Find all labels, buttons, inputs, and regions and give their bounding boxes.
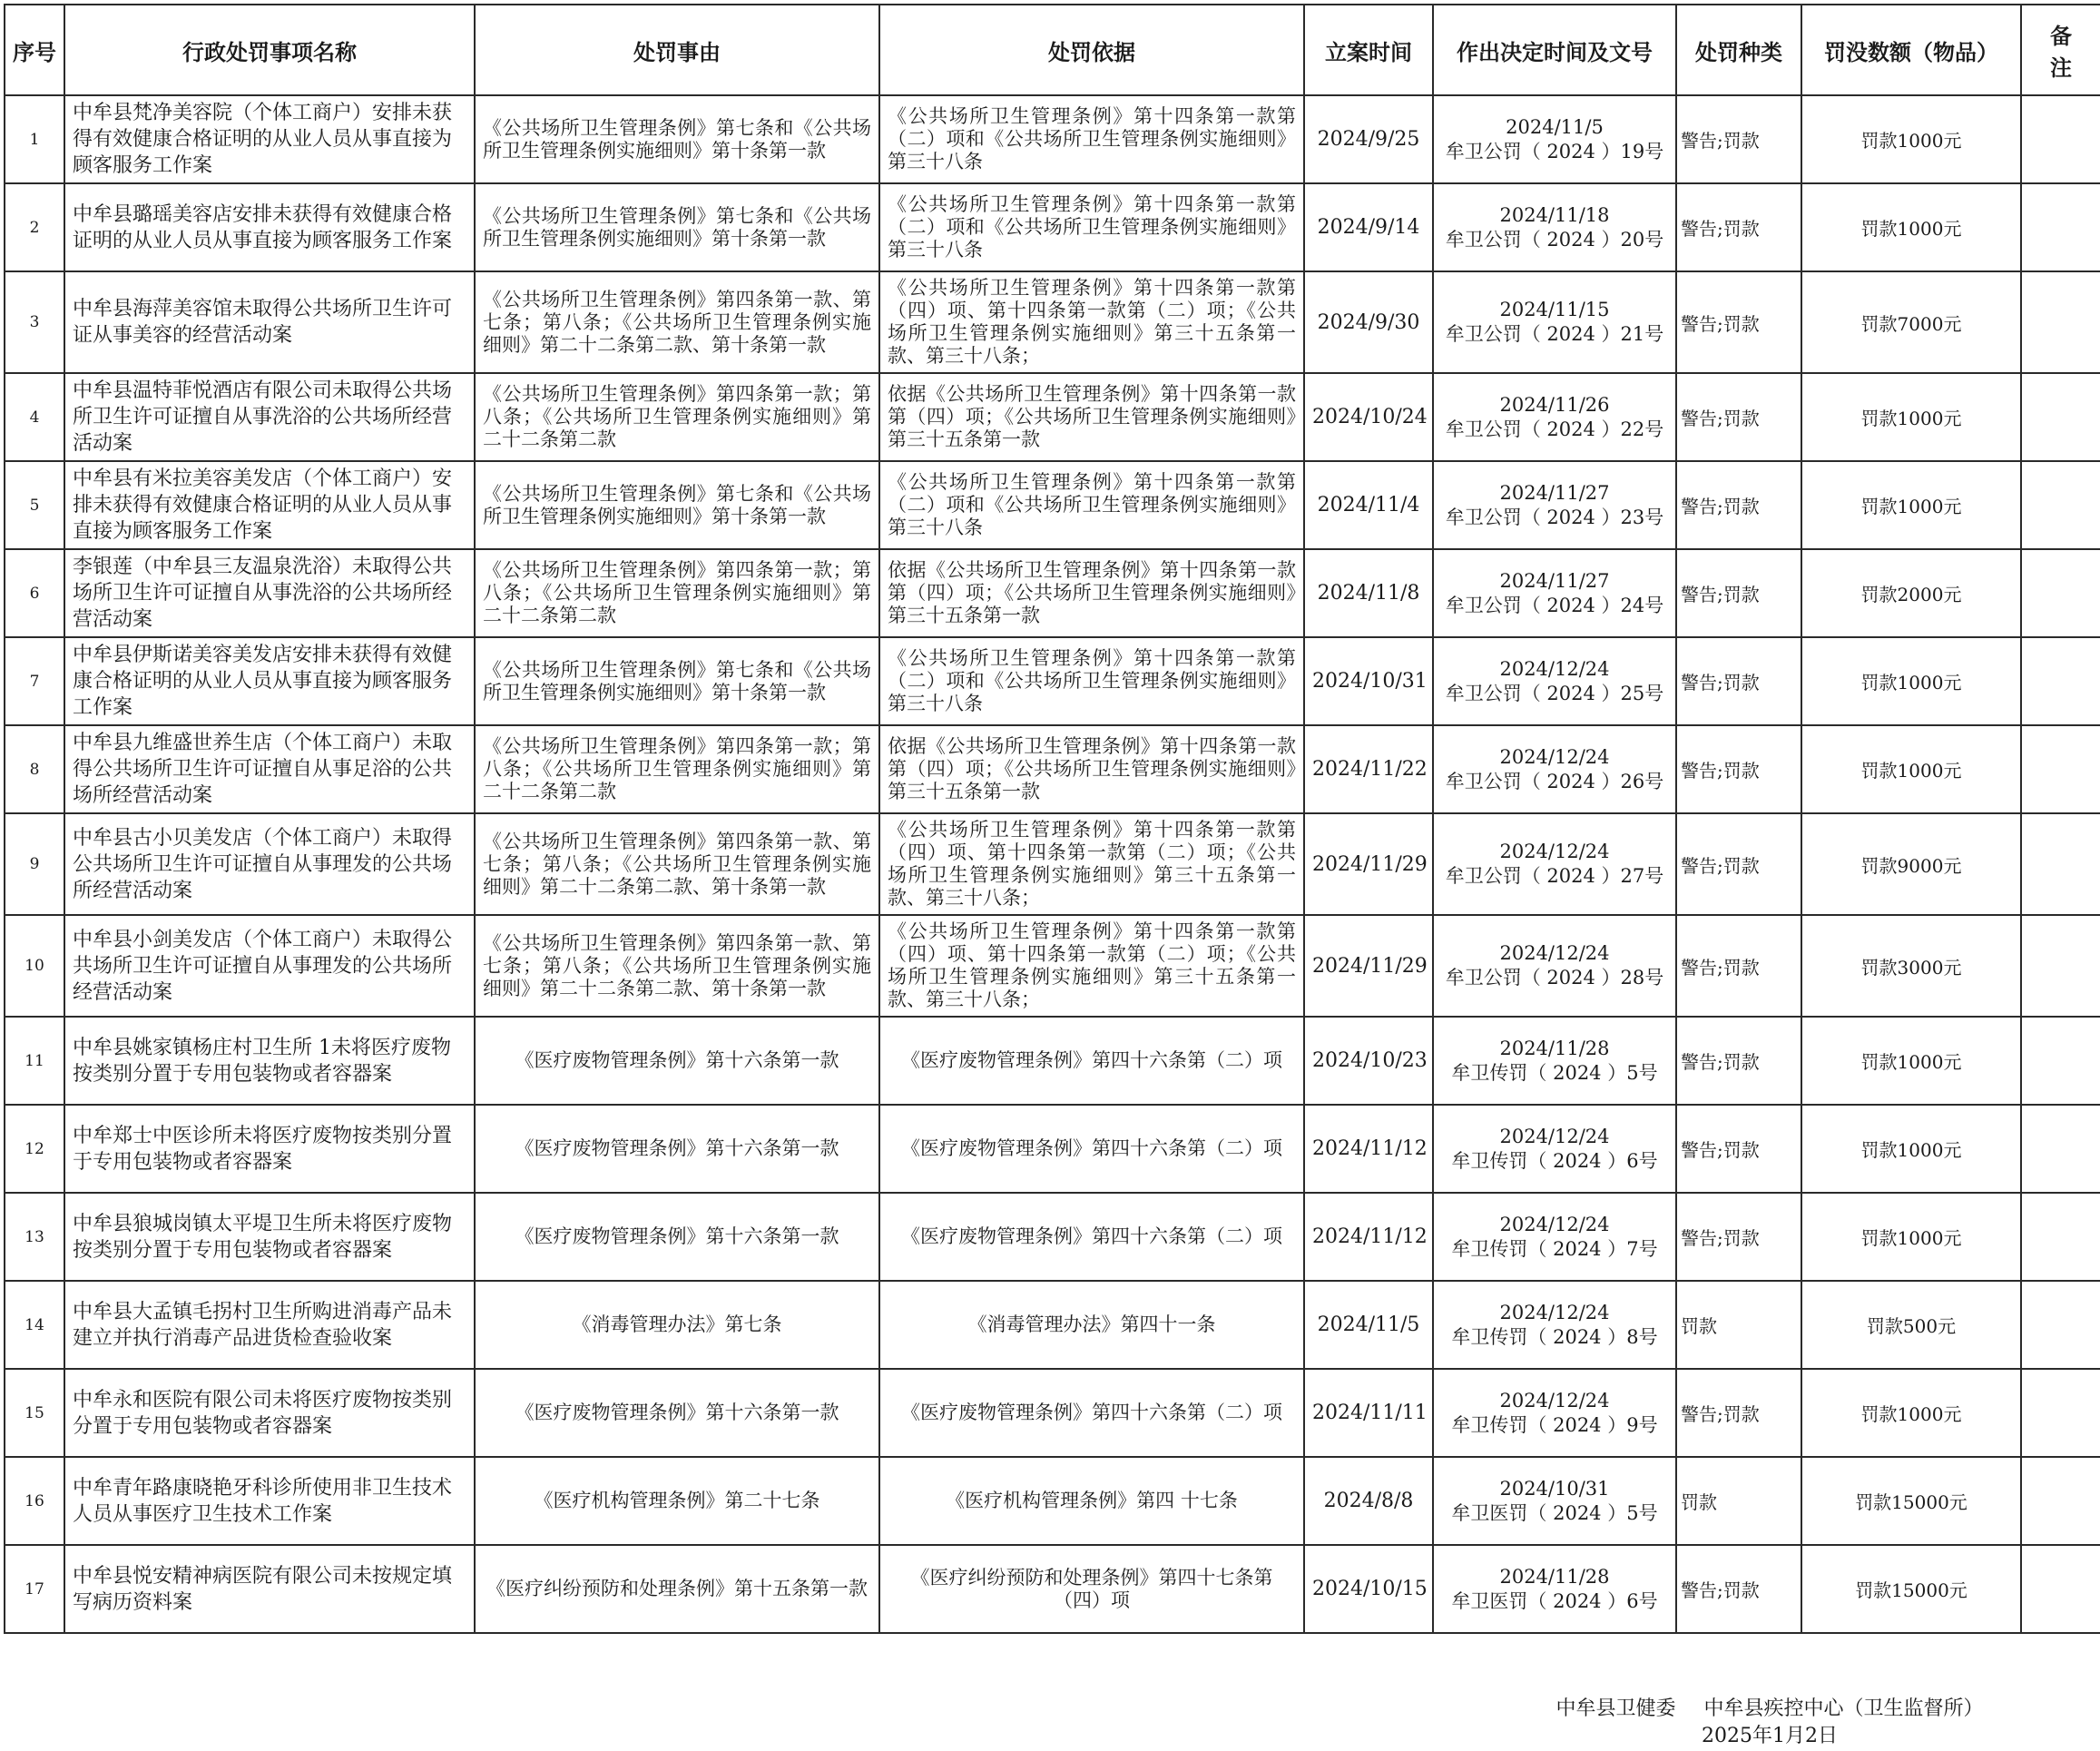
row-filed-date: 2024/11/11 bbox=[1304, 1369, 1433, 1457]
footer-orgs bbox=[1534, 1696, 2006, 1723]
row-reason: 《医疗纠纷预防和处理条例》第十五条第一款 bbox=[475, 1545, 879, 1633]
row-penalty-type: 罚款 bbox=[1676, 1457, 1801, 1545]
row-case-name: 中牟县海萍美容馆未取得公共场所卫生许可证从事美容的经营活动案 bbox=[64, 271, 475, 373]
table-row bbox=[5, 1369, 2100, 1457]
row-penalty-type: 警告;罚款 bbox=[1676, 813, 1801, 915]
row-remark bbox=[2021, 1369, 2100, 1457]
row-filed-date: 2024/10/24 bbox=[1304, 373, 1433, 461]
row-penalty-type: 警告;罚款 bbox=[1676, 637, 1801, 725]
row-case-name: 中牟县温特菲悦酒店有限公司未取得公共场所卫生许可证擅自从事洗浴的公共场所经营活动案 bbox=[64, 373, 475, 461]
penalty-table-sheet bbox=[4, 4, 2100, 1634]
row-filed-date: 2024/11/12 bbox=[1304, 1193, 1433, 1281]
row-filed-date: 2024/11/29 bbox=[1304, 915, 1433, 1017]
row-decision bbox=[1433, 183, 1676, 271]
row-remark bbox=[2021, 95, 2100, 183]
row-penalty-type: 警告;罚款 bbox=[1676, 95, 1801, 183]
row-decision-date: 2024/10/31 bbox=[1499, 1477, 1610, 1500]
row-decision-number: 牟卫医罚（ 2024 ）5号 bbox=[1451, 1501, 1658, 1524]
row-penalty-type: 警告;罚款 bbox=[1676, 1193, 1801, 1281]
table-row bbox=[5, 271, 2100, 373]
row-penalty-type: 警告;罚款 bbox=[1676, 271, 1801, 373]
row-basis: 《医疗废物管理条例》第四十六条第（二）项 bbox=[879, 1105, 1304, 1193]
row-remark bbox=[2021, 813, 2100, 915]
row-basis: 依据《公共场所卫生管理条例》第十四条第一款第（四）项；《公共场所卫生管理条例实施细则》第三十五条第一款 bbox=[879, 549, 1304, 637]
row-filed-date: 2024/9/14 bbox=[1304, 183, 1433, 271]
row-decision bbox=[1433, 1193, 1676, 1281]
row-no: 12 bbox=[5, 1105, 64, 1193]
row-amount: 罚款1000元 bbox=[1801, 183, 2021, 271]
row-remark bbox=[2021, 1193, 2100, 1281]
row-decision bbox=[1433, 915, 1676, 1017]
row-reason: 《医疗废物管理条例》第十六条第一款 bbox=[475, 1017, 879, 1105]
row-basis: 《医疗废物管理条例》第四十六条第（二）项 bbox=[879, 1017, 1304, 1105]
table-row bbox=[5, 725, 2100, 813]
row-basis: 《公共场所卫生管理条例》第十四条第一款第（四）项、第十四条第一款第（二）项；《公共场所卫生管理条例实施细则》第三十五条第一款、第三十八条； bbox=[879, 915, 1304, 1017]
row-decision-number: 牟卫公罚（ 2024 ）28号 bbox=[1445, 967, 1664, 989]
row-decision bbox=[1433, 271, 1676, 373]
row-case-name: 中牟县小剑美发店（个体工商户）未取得公共场所卫生许可证擅自从事理发的公共场所经营活动案 bbox=[64, 915, 475, 1017]
row-filed-date: 2024/11/4 bbox=[1304, 461, 1433, 549]
row-reason: 《公共场所卫生管理条例》第四条第一款；第八条；《公共场所卫生管理条例实施细则》第二十二条第二款 bbox=[475, 725, 879, 813]
row-decision-number: 牟卫传罚（ 2024 ）6号 bbox=[1451, 1149, 1658, 1172]
footer-org-health-commission: 中牟县卫健委 bbox=[1555, 1697, 1676, 1720]
row-decision-date: 2024/11/15 bbox=[1499, 299, 1610, 320]
row-decision-date: 2024/12/24 bbox=[1499, 1213, 1610, 1235]
row-decision-number: 牟卫传罚（ 2024 ）5号 bbox=[1451, 1061, 1658, 1084]
row-remark bbox=[2021, 461, 2100, 549]
row-basis: 《公共场所卫生管理条例》第十四条第一款第（二）项和《公共场所卫生管理条例实施细则》第三十八条 bbox=[879, 637, 1304, 725]
table-row bbox=[5, 461, 2100, 549]
row-decision-number: 牟卫公罚（ 2024 ）23号 bbox=[1445, 506, 1664, 528]
header-filed: 立案时间 bbox=[1304, 5, 1433, 95]
row-decision-number: 牟卫公罚（ 2024 ）21号 bbox=[1445, 323, 1664, 345]
row-basis: 《公共场所卫生管理条例》第十四条第一款第（四）项、第十四条第一款第（二）项；《公共场所卫生管理条例实施细则》第三十五条第一款、第三十八条； bbox=[879, 271, 1304, 373]
row-no: 4 bbox=[5, 373, 64, 461]
row-decision-number: 牟卫公罚（ 2024 ）27号 bbox=[1445, 865, 1664, 887]
row-filed-date: 2024/9/25 bbox=[1304, 95, 1433, 183]
row-decision bbox=[1433, 461, 1676, 549]
row-reason: 《公共场所卫生管理条例》第四条第一款；第八条；《公共场所卫生管理条例实施细则》第二十二条第二款 bbox=[475, 549, 879, 637]
table-row bbox=[5, 549, 2100, 637]
row-decision-date: 2024/11/27 bbox=[1499, 481, 1610, 504]
row-reason: 《公共场所卫生管理条例》第四条第一款；第八条；《公共场所卫生管理条例实施细则》第二十二条第二款 bbox=[475, 373, 879, 461]
row-amount: 罚款1000元 bbox=[1801, 1105, 2021, 1193]
row-no: 15 bbox=[5, 1369, 64, 1457]
header-decision: 作出决定时间及文号 bbox=[1433, 5, 1676, 95]
row-penalty-type: 警告;罚款 bbox=[1676, 461, 1801, 549]
row-case-name: 李银莲（中牟县三友温泉洗浴）未取得公共场所卫生许可证擅自从事洗浴的公共场所经营活动案 bbox=[64, 549, 475, 637]
row-filed-date: 2024/8/8 bbox=[1304, 1457, 1433, 1545]
row-penalty-type: 警告;罚款 bbox=[1676, 373, 1801, 461]
row-amount: 罚款9000元 bbox=[1801, 813, 2021, 915]
table-row bbox=[5, 1017, 2100, 1105]
row-decision bbox=[1433, 725, 1676, 813]
row-reason: 《公共场所卫生管理条例》第四条第一款、第七条；第八条；《公共场所卫生管理条例实施细则》第二十二条第二款、第十条第一款 bbox=[475, 271, 879, 373]
table-row bbox=[5, 813, 2100, 915]
row-no: 7 bbox=[5, 637, 64, 725]
row-no: 8 bbox=[5, 725, 64, 813]
row-basis: 《消毒管理办法》第四十一条 bbox=[879, 1281, 1304, 1369]
row-reason: 《公共场所卫生管理条例》第七条和《公共场所卫生管理条例实施细则》第十条第一款 bbox=[475, 95, 879, 183]
row-remark bbox=[2021, 1281, 2100, 1369]
row-decision-number: 牟卫传罚（ 2024 ）9号 bbox=[1451, 1413, 1658, 1436]
table-row bbox=[5, 915, 2100, 1017]
footer-org-cdc: 中牟县疾控中心（卫生监督所） bbox=[1703, 1697, 1984, 1720]
row-filed-date: 2024/11/22 bbox=[1304, 725, 1433, 813]
row-decision bbox=[1433, 95, 1676, 183]
footer bbox=[1534, 1696, 2006, 1750]
row-amount: 罚款15000元 bbox=[1801, 1545, 2021, 1633]
row-case-name: 中牟永和医院有限公司未将医疗废物按类别分置于专用包装物或者容器案 bbox=[64, 1369, 475, 1457]
row-decision-date: 2024/12/24 bbox=[1499, 1389, 1610, 1412]
row-penalty-type: 警告;罚款 bbox=[1676, 1017, 1801, 1105]
row-reason: 《公共场所卫生管理条例》第四条第一款、第七条；第八条；《公共场所卫生管理条例实施细则》第二十二条第二款、第十条第一款 bbox=[475, 915, 879, 1017]
row-filed-date: 2024/10/31 bbox=[1304, 637, 1433, 725]
row-penalty-type: 警告;罚款 bbox=[1676, 1369, 1801, 1457]
row-decision-date: 2024/12/24 bbox=[1499, 657, 1610, 680]
row-decision bbox=[1433, 373, 1676, 461]
row-amount: 罚款7000元 bbox=[1801, 271, 2021, 373]
row-decision-date: 2024/11/27 bbox=[1499, 569, 1610, 592]
row-decision-number: 牟卫公罚（ 2024 ）24号 bbox=[1445, 594, 1664, 616]
row-amount: 罚款3000元 bbox=[1801, 915, 2021, 1017]
row-penalty-type: 罚款 bbox=[1676, 1281, 1801, 1369]
row-no: 2 bbox=[5, 183, 64, 271]
row-reason: 《医疗机构管理条例》第二十七条 bbox=[475, 1457, 879, 1545]
row-amount: 罚款1000元 bbox=[1801, 461, 2021, 549]
row-no: 14 bbox=[5, 1281, 64, 1369]
row-decision-date: 2024/12/24 bbox=[1499, 841, 1610, 862]
table-body bbox=[5, 95, 2100, 1633]
row-filed-date: 2024/10/15 bbox=[1304, 1545, 1433, 1633]
row-filed-date: 2024/9/30 bbox=[1304, 271, 1433, 373]
row-basis: 《公共场所卫生管理条例》第十四条第一款第（二）项和《公共场所卫生管理条例实施细则》第三十八条 bbox=[879, 461, 1304, 549]
row-decision bbox=[1433, 1457, 1676, 1545]
row-no: 5 bbox=[5, 461, 64, 549]
row-no: 13 bbox=[5, 1193, 64, 1281]
row-no: 16 bbox=[5, 1457, 64, 1545]
row-decision-date: 2024/12/24 bbox=[1499, 745, 1610, 768]
row-decision bbox=[1433, 1017, 1676, 1105]
row-penalty-type: 警告;罚款 bbox=[1676, 1105, 1801, 1193]
row-case-name: 中牟县伊斯诺美容美发店安排未获得有效健康合格证明的从业人员从事直接为顾客服务工作案 bbox=[64, 637, 475, 725]
row-remark bbox=[2021, 725, 2100, 813]
row-decision-number: 牟卫公罚（ 2024 ）22号 bbox=[1445, 418, 1664, 440]
row-basis: 《公共场所卫生管理条例》第十四条第一款第（四）项、第十四条第一款第（二）项；《公共场所卫生管理条例实施细则》第三十五条第一款、第三十八条； bbox=[879, 813, 1304, 915]
row-filed-date: 2024/11/5 bbox=[1304, 1281, 1433, 1369]
row-reason: 《公共场所卫生管理条例》第四条第一款、第七条；第八条；《公共场所卫生管理条例实施细则》第二十二条第二款、第十条第一款 bbox=[475, 813, 879, 915]
row-decision-number: 牟卫医罚（ 2024 ）6号 bbox=[1451, 1589, 1658, 1612]
row-case-name: 中牟县大孟镇毛拐村卫生所购进消毒产品未建立并执行消毒产品进货检查验收案 bbox=[64, 1281, 475, 1369]
row-decision-date: 2024/11/28 bbox=[1499, 1037, 1610, 1059]
table-row bbox=[5, 1545, 2100, 1633]
header-name: 行政处罚事项名称 bbox=[64, 5, 475, 95]
row-case-name: 中牟县梵净美容院（个体工商户）安排未获得有效健康合格证明的从业人员从事直接为顾客服务工作案 bbox=[64, 95, 475, 183]
row-decision-number: 牟卫公罚（ 2024 ）20号 bbox=[1445, 228, 1664, 251]
row-no: 11 bbox=[5, 1017, 64, 1105]
row-case-name: 中牟县璐瑶美容店安排未获得有效健康合格证明的从业人员从事直接为顾客服务工作案 bbox=[64, 183, 475, 271]
row-case-name: 中牟县有米拉美容美发店（个体工商户）安排未获得有效健康合格证明的从业人员从事直接为顾客服务工作案 bbox=[64, 461, 475, 549]
header-remark: 备 注 bbox=[2021, 5, 2100, 95]
row-decision-number: 牟卫传罚（ 2024 ）7号 bbox=[1451, 1237, 1658, 1260]
row-reason: 《公共场所卫生管理条例》第七条和《公共场所卫生管理条例实施细则》第十条第一款 bbox=[475, 183, 879, 271]
row-basis: 《公共场所卫生管理条例》第十四条第一款第（二）项和《公共场所卫生管理条例实施细则》第三十八条 bbox=[879, 183, 1304, 271]
row-penalty-type: 警告;罚款 bbox=[1676, 725, 1801, 813]
row-basis: 依据《公共场所卫生管理条例》第十四条第一款第（四）项；《公共场所卫生管理条例实施细则》第三十五条第一款 bbox=[879, 725, 1304, 813]
row-decision-date: 2024/11/26 bbox=[1499, 393, 1610, 416]
row-amount: 罚款500元 bbox=[1801, 1281, 2021, 1369]
table-row bbox=[5, 1281, 2100, 1369]
table-row bbox=[5, 183, 2100, 271]
row-case-name: 中牟县古小贝美发店（个体工商户）未取得公共场所卫生许可证擅自从事理发的公共场所经营活动案 bbox=[64, 813, 475, 915]
row-remark bbox=[2021, 637, 2100, 725]
row-decision-number: 牟卫公罚（ 2024 ）25号 bbox=[1445, 682, 1664, 704]
row-reason: 《公共场所卫生管理条例》第七条和《公共场所卫生管理条例实施细则》第十条第一款 bbox=[475, 637, 879, 725]
row-remark bbox=[2021, 1017, 2100, 1105]
row-decision-number: 牟卫传罚（ 2024 ）8号 bbox=[1451, 1325, 1658, 1348]
table-row bbox=[5, 1105, 2100, 1193]
row-no: 3 bbox=[5, 271, 64, 373]
header-row bbox=[5, 5, 2100, 95]
row-amount: 罚款1000元 bbox=[1801, 1193, 2021, 1281]
row-basis: 《医疗机构管理条例》第四 十七条 bbox=[879, 1457, 1304, 1545]
header-basis: 处罚依据 bbox=[879, 5, 1304, 95]
row-filed-date: 2024/11/29 bbox=[1304, 813, 1433, 915]
row-case-name: 中牟县姚家镇杨庄村卫生所 1未将医疗废物按类别分置于专用包装物或者容器案 bbox=[64, 1017, 475, 1105]
row-case-name: 中牟青年路康晓艳牙科诊所使用非卫生技术人员从事医疗卫生技术工作案 bbox=[64, 1457, 475, 1545]
table-row bbox=[5, 373, 2100, 461]
row-decision-date: 2024/11/18 bbox=[1499, 203, 1610, 226]
row-basis: 《医疗废物管理条例》第四十六条第（二）项 bbox=[879, 1193, 1304, 1281]
row-penalty-type: 警告;罚款 bbox=[1676, 183, 1801, 271]
row-remark bbox=[2021, 1545, 2100, 1633]
table-row bbox=[5, 1457, 2100, 1545]
row-decision-date: 2024/12/24 bbox=[1499, 942, 1610, 964]
row-remark bbox=[2021, 373, 2100, 461]
row-reason: 《医疗废物管理条例》第十六条第一款 bbox=[475, 1193, 879, 1281]
row-decision bbox=[1433, 1369, 1676, 1457]
row-amount: 罚款1000元 bbox=[1801, 95, 2021, 183]
row-decision-number: 牟卫公罚（ 2024 ）19号 bbox=[1445, 140, 1664, 162]
row-no: 1 bbox=[5, 95, 64, 183]
row-remark bbox=[2021, 1105, 2100, 1193]
table-row bbox=[5, 637, 2100, 725]
header-reason: 处罚事由 bbox=[475, 5, 879, 95]
row-amount: 罚款15000元 bbox=[1801, 1457, 2021, 1545]
row-decision bbox=[1433, 1105, 1676, 1193]
row-reason: 《医疗废物管理条例》第十六条第一款 bbox=[475, 1105, 879, 1193]
row-penalty-type: 警告;罚款 bbox=[1676, 1545, 1801, 1633]
row-reason: 《医疗废物管理条例》第十六条第一款 bbox=[475, 1369, 879, 1457]
row-decision-date: 2024/11/28 bbox=[1499, 1565, 1610, 1588]
row-basis: 《医疗废物管理条例》第四十六条第（二）项 bbox=[879, 1369, 1304, 1457]
row-amount: 罚款1000元 bbox=[1801, 725, 2021, 813]
row-no: 17 bbox=[5, 1545, 64, 1633]
row-decision-number: 牟卫公罚（ 2024 ）26号 bbox=[1445, 770, 1664, 792]
row-decision-date: 2024/12/24 bbox=[1499, 1125, 1610, 1147]
row-case-name: 中牟郑士中医诊所未将医疗废物按类别分置于专用包装物或者容器案 bbox=[64, 1105, 475, 1193]
row-remark bbox=[2021, 183, 2100, 271]
footer-date: 2025年1月2日 bbox=[1702, 1725, 1838, 1747]
row-remark bbox=[2021, 271, 2100, 373]
header-no: 序号 bbox=[5, 5, 64, 95]
row-no: 10 bbox=[5, 915, 64, 1017]
row-basis: 依据《公共场所卫生管理条例》第十四条第一款第（四）项；《公共场所卫生管理条例实施细则》第三十五条第一款 bbox=[879, 373, 1304, 461]
row-decision bbox=[1433, 549, 1676, 637]
row-no: 9 bbox=[5, 813, 64, 915]
row-decision bbox=[1433, 1545, 1676, 1633]
row-decision-date: 2024/11/5 bbox=[1506, 115, 1604, 138]
row-basis: 《公共场所卫生管理条例》第十四条第一款第（二）项和《公共场所卫生管理条例实施细则》第三十八条 bbox=[879, 95, 1304, 183]
header-amount: 罚没数额（物品） bbox=[1801, 5, 2021, 95]
row-amount: 罚款1000元 bbox=[1801, 1369, 2021, 1457]
row-amount: 罚款1000元 bbox=[1801, 637, 2021, 725]
row-penalty-type: 警告;罚款 bbox=[1676, 549, 1801, 637]
row-remark bbox=[2021, 549, 2100, 637]
row-penalty-type: 警告;罚款 bbox=[1676, 915, 1801, 1017]
row-amount: 罚款1000元 bbox=[1801, 373, 2021, 461]
row-decision bbox=[1433, 1281, 1676, 1369]
row-case-name: 中牟县狼城岗镇太平堤卫生所未将医疗废物按类别分置于专用包装物或者容器案 bbox=[64, 1193, 475, 1281]
row-amount: 罚款2000元 bbox=[1801, 549, 2021, 637]
row-reason: 《消毒管理办法》第七条 bbox=[475, 1281, 879, 1369]
row-filed-date: 2024/11/12 bbox=[1304, 1105, 1433, 1193]
row-decision bbox=[1433, 813, 1676, 915]
row-case-name: 中牟县悦安精神病医院有限公司未按规定填写病历资料案 bbox=[64, 1545, 475, 1633]
row-remark bbox=[2021, 1457, 2100, 1545]
row-remark bbox=[2021, 915, 2100, 1017]
row-decision-date: 2024/12/24 bbox=[1499, 1301, 1610, 1323]
row-filed-date: 2024/10/23 bbox=[1304, 1017, 1433, 1105]
row-amount: 罚款1000元 bbox=[1801, 1017, 2021, 1105]
row-no: 6 bbox=[5, 549, 64, 637]
row-case-name: 中牟县九维盛世养生店（个体工商户）未取得公共场所卫生许可证擅自从事足浴的公共场所经营活动案 bbox=[64, 725, 475, 813]
penalty-table bbox=[4, 4, 2100, 1634]
row-decision bbox=[1433, 637, 1676, 725]
row-basis: 《医疗纠纷预防和处理条例》第四十七条第（四）项 bbox=[879, 1545, 1304, 1633]
row-filed-date: 2024/11/8 bbox=[1304, 549, 1433, 637]
table-row bbox=[5, 1193, 2100, 1281]
table-row bbox=[5, 95, 2100, 183]
header-type: 处罚种类 bbox=[1676, 5, 1801, 95]
row-reason: 《公共场所卫生管理条例》第七条和《公共场所卫生管理条例实施细则》第十条第一款 bbox=[475, 461, 879, 549]
